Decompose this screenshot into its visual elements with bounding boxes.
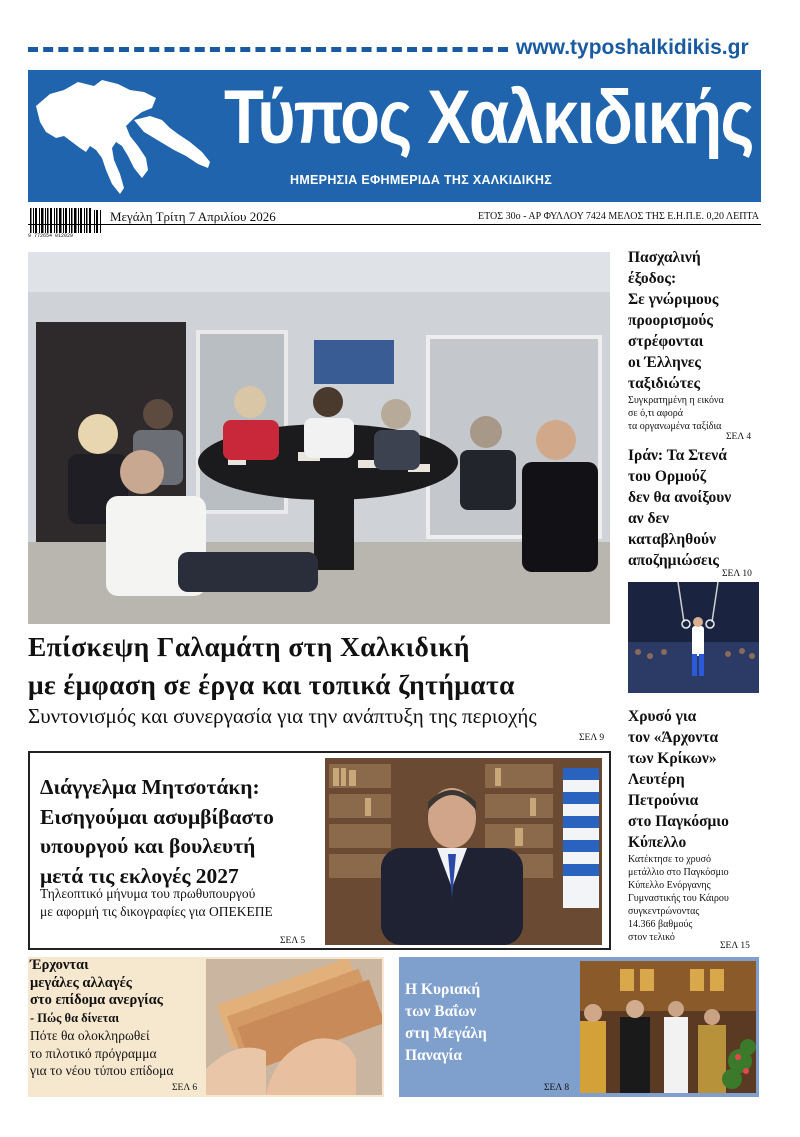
euro-banknotes-photo bbox=[206, 959, 382, 1095]
church-service-photo bbox=[580, 961, 756, 1093]
chalkidiki-map-logo bbox=[30, 76, 216, 200]
masthead bbox=[28, 70, 761, 202]
mitsotakis-headline: Διάγγελμα Μητσοτάκη: Εισηγούμαι ασυμβίβαστο υπουργού και βουλευτή μετά τις εκλογές 2027 bbox=[40, 775, 274, 888]
mitsotakis-story-box[interactable] bbox=[28, 751, 611, 950]
main-headline-line: με έμφαση σε έργα και τοπικά ζητήματα bbox=[28, 669, 515, 700]
side-story-title: Χρυσό για τον «Άρχοντα των Κρίκων» Λευτέρη Πετρούνια στο Παγκόσμιο Κύπελλο bbox=[628, 708, 729, 851]
page-reference: ΣΕΛ 10 bbox=[722, 569, 752, 579]
issue-details: ΕΤΟΣ 30ο - ΑΡ ΦΥΛΛΟΥ 7424 ΜΕΛΟΣ ΤΗΣ Ε.Η.Π.Ε. 0,20 ΛΕΠΤΑ bbox=[477, 211, 759, 222]
mitsotakis-subheadline: Τηλεοπτικό μήνυμα του πρωθυπουργού με αφορμή τις δικογραφίες για ΟΠΕΚΕΠΕ bbox=[40, 886, 273, 919]
newspaper-title: Τύπος Χαλκιδικής bbox=[224, 75, 753, 160]
side-story-easter-travel[interactable] bbox=[628, 247, 763, 433]
side-story-petrounias[interactable] bbox=[628, 706, 763, 944]
main-headline-line: Επίσκεψη Γαλαμάτη στη Χαλκιδική bbox=[28, 631, 470, 662]
decorative-dashed-rule bbox=[28, 47, 508, 52]
website-link[interactable]: www.typoshalkidikis.gr bbox=[516, 36, 749, 59]
unemployment-story-box[interactable] bbox=[28, 957, 384, 1097]
side-story-title: Πασχαλινή έξοδος: Σε γνώριμους προορισμούς στρέφονται οι Έλληνες ταξιδιώτες bbox=[628, 249, 719, 392]
page-reference: ΣΕΛ 15 bbox=[720, 941, 750, 951]
issue-info-bar bbox=[28, 206, 761, 240]
barcode-number: 9 772654 012029 bbox=[28, 233, 74, 239]
page-reference: ΣΕΛ 4 bbox=[726, 432, 752, 442]
palm-sunday-title: Η Κυριακή των Βαΐων στη Μεγάλη Παναγία bbox=[405, 981, 487, 1064]
side-story-iran[interactable] bbox=[628, 445, 763, 571]
meeting-photo bbox=[28, 252, 610, 624]
page-reference: ΣΕΛ 9 bbox=[579, 733, 605, 743]
page-reference: ΣΕΛ 5 bbox=[280, 936, 306, 946]
divider bbox=[28, 224, 761, 225]
unemployment-text: Έρχονται μεγάλες αλλαγές στο επίδομα ανεργίας - Πώς θα δίνεται Πότε θα ολοκληρωθεί το πιλοτικό πρόγραμμα για το νέου τύπου επίδομα bbox=[30, 957, 174, 1078]
mitsotakis-photo bbox=[325, 758, 602, 945]
issue-date: Μεγάλη Τρίτη 7 Απριλίου 2026 bbox=[110, 209, 276, 224]
page-reference: ΣΕΛ 6 bbox=[172, 1083, 198, 1093]
side-story-text: Κατέκτησε το χρυσό μετάλλιο στο Παγκόσμιο Κύπελλο Ενόργανης Γυμναστικής του Κάιρου συγκεντρώνοντας 14.366 βαθμούς στον τελικό bbox=[628, 854, 729, 943]
page-reference: ΣΕΛ 8 bbox=[544, 1083, 570, 1093]
newspaper-subtitle: ΗΜΕΡΗΣΙΑ ΕΦΗΜΕΡΙΔΑ ΤΗΣ ΧΑΛΚΙΔΙΚΗΣ bbox=[290, 173, 553, 187]
palm-sunday-story-box[interactable] bbox=[399, 957, 759, 1097]
main-headline[interactable] bbox=[28, 628, 515, 704]
gymnastics-photo bbox=[628, 582, 759, 693]
main-subheadline: Συντονισμός και συνεργασία για την ανάπτυξη της περιοχής bbox=[28, 704, 537, 728]
side-story-title: Ιράν: Τα Στενά του Ορμούζ δεν θα ανοίξουν αν δεν καταβληθούν αποζημιώσεις bbox=[628, 447, 732, 569]
side-story-text: Συγκρατημένη η εικόνα σε ό,τι αφορά τα οργανωμένα ταξίδια bbox=[628, 395, 724, 432]
